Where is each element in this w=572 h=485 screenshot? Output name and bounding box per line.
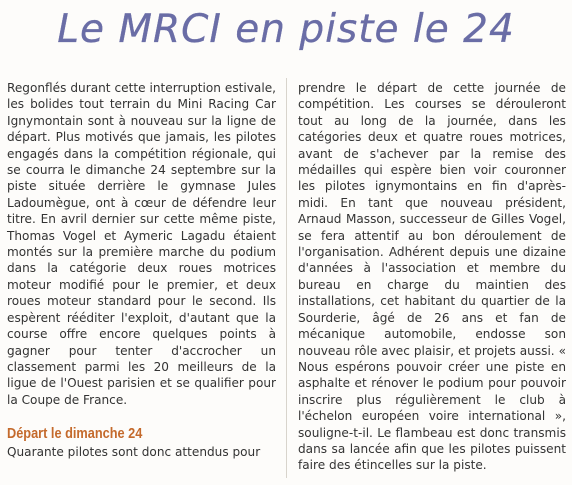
article-column-left (7, 80, 276, 461)
article-column-right (298, 80, 566, 474)
body-paragraph-2-start: Quarante pilotes sont donc attendus pour (7, 445, 261, 460)
article-title: Le MRCI en piste le 24 (57, 7, 515, 52)
section-subheading: Départ le dimanche 24 (7, 425, 143, 443)
body-paragraph-2-continued: prendre le départ de cette journée de compétition. Les courses se dérouleront tout au long de la journée, dans les catégories deux et quatre roues motrices, avant de s'achever par la remise des médailles qui espère bien voir couronner les pilotes ignymontains en fin d'après-midi. En tant que nouveau président, Arnaud Masson, successeur de Gilles Vogel, se fera attentif au bon déroulement de l'organisation. Adhérent depuis une dizaine d'années à l'association et membre du bureau en charge du maintien des installations, cet habitant du quartier de la Sourderie, âgé de 26 ans et fan de mécanique automobile, endosse son nouveau rôle avec plaisir, et projets aussi. « Nous espérons pouvoir créer une piste en asphalte et rénover le podium pour pouvoir inscrire plus régulièrement le club à l'échelon européen voire international », souligne-t-il. Le flambeau est donc transmis dans sa lancée afin que les pilotes puissent faire des étincelles sur la piste. (298, 81, 566, 473)
body-paragraph-1: Regonflés durant cette interruption estivale, les bolides tout terrain du Mini Racing Car Ignymontain sont à nouveau sur la ligne de départ. Plus motivés que jamais, les pilotes engagés dans la compétition régionale, qui se courra le dimanche 24 septembre sur la piste située derrière le gymnase Jules Ladoumègue, ont à cœur de défendre leur titre. En avril dernier sur cette même piste, Thomas Vogel et Aymeric Lagadu étaient montés sur la première marche du podium dans la catégorie deux roues motrices moteur modifié pour le premier, et deux roues moteur standard pour le second. Ils espèrent rééditer l'exploit, d'autant que la course offre encore quelques points à gagner pour tenter d'accrocher un classement parmi les 20 meilleurs de la ligue de l'Ouest parisien et se qualifier pour la Coupe de France. (7, 81, 276, 407)
column-divider (286, 78, 287, 478)
